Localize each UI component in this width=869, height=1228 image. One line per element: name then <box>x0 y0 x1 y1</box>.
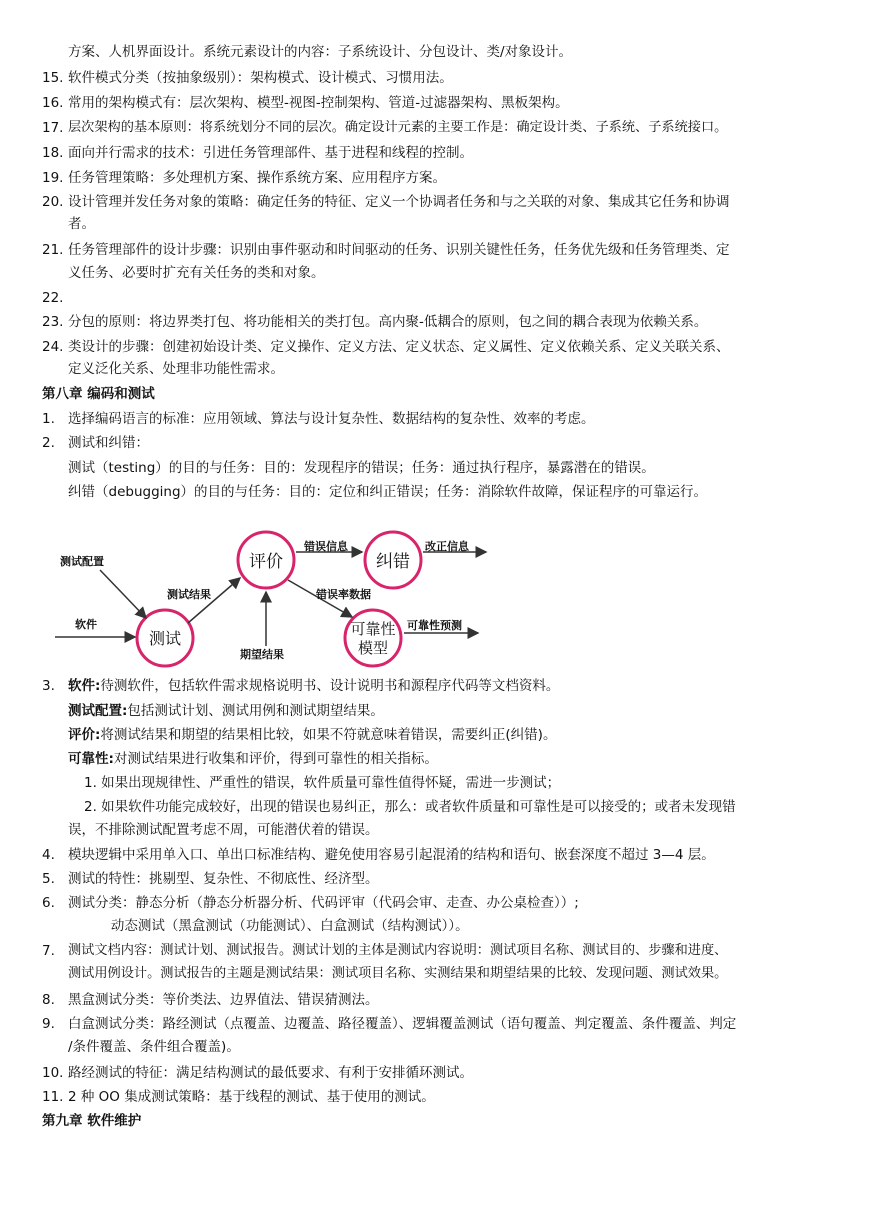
list-item-continuation: 义任务、必要时扩充有关任务的类和对象。 <box>68 265 325 281</box>
list-item-continuation: 测试用例设计。测试报告的主题是测试结果：测试项目名称、实测结果和期望结果的比较、发现问题、测试效果。 <box>68 966 728 981</box>
list-item: 软件模式分类（按抽象级别）：架构模式、设计模式、习惯用法。 <box>68 70 453 86</box>
list-item: 选择编码语言的标准：应用领域、算法与设计复杂性、数据结构的复杂性、效率的考虑。 <box>68 411 595 427</box>
list-item-number: 23. <box>42 314 64 330</box>
list-item-number: 24. <box>42 339 64 355</box>
list-item-number: 19. <box>42 170 64 186</box>
debug-node-label: 纠错 <box>376 552 410 572</box>
definition-term: 评价: <box>68 727 101 743</box>
evaluate-node-label: 评价 <box>249 552 283 572</box>
list-item-number: 7. <box>42 943 55 959</box>
list-item: 路经测试的特征：满足结构测试的最低要求、有利于安排循环测试。 <box>68 1065 473 1081</box>
chapter-heading: 第九章 软件维护 <box>42 1113 142 1129</box>
list-item: 模块逻辑中采用单入口、单出口标准结构、避免使用容易引起混淆的结构和语句、嵌套深度不超过 3—4 层。 <box>68 847 715 863</box>
arrow-test-config <box>100 570 146 618</box>
list-item: 面向并行需求的技术：引进任务管理部件、基于进程和线程的控制。 <box>68 145 473 161</box>
list-item-continuation: 者。 <box>68 216 95 232</box>
list-item-number: 8. <box>42 992 55 1008</box>
list-item: 白盒测试分类：路经测试（点覆盖、边覆盖、路径覆盖）、逻辑覆盖测试（语句覆盖、判定覆盖、条件覆盖、判定 <box>68 1016 737 1032</box>
list-item-number: 11. <box>42 1089 64 1105</box>
definition-text: 待测软件，包括软件需求规格说明书、设计说明书和源程序代码等文档资料。 <box>100 678 560 694</box>
test-flow-diagram <box>0 520 869 670</box>
list-item: 测试和纠错： <box>68 435 149 451</box>
list-item-continuation: /条件覆盖、条件组合覆盖)。 <box>68 1039 240 1055</box>
label-test-results: 测试结果 <box>167 588 211 601</box>
reliability-node <box>345 610 401 666</box>
sub-item: 1. 如果出现规律性、严重性的错误，软件质量可靠性值得怀疑，需进一步测试； <box>84 775 561 791</box>
list-item: 测试文档内容：测试计划、测试报告。测试计划的主体是测试内容说明：测试项目名称、测试目的、步骤和进度、 <box>68 943 728 958</box>
list-item-number: 3. <box>42 678 55 694</box>
label-test-config: 测试配置 <box>60 555 104 568</box>
list-item: 黑盒测试分类：等价类法、边界值法、错误猜测法。 <box>68 992 379 1008</box>
sub-item-continuation: 误，不排除测试配置考虑不周，可能潜伏着的错误。 <box>68 822 379 838</box>
reliability-node-label: 可靠性 <box>350 620 396 638</box>
list-item-continuation: 测试（testing）的目的与任务：目的：发现程序的错误；任务：通过执行程序，暴露潜在的错误。 <box>68 460 655 476</box>
label-reliability-prediction: 可靠性预测 <box>407 619 462 632</box>
label-error-info: 错误信息 <box>304 540 348 553</box>
sub-item: 2. 如果软件功能完成较好，出现的错误也易纠正，那么：或者软件质量和可靠性是可以接受的；或者未发现错 <box>84 799 736 815</box>
list-item-continuation: 定义泛化关系、处理非功能性需求。 <box>68 361 284 377</box>
list-item-number: 4. <box>42 847 55 863</box>
list-item-number: 2. <box>42 435 55 451</box>
list-item-number: 6. <box>42 895 55 911</box>
definition-term: 软件: <box>68 678 101 694</box>
list-item-number: 18. <box>42 145 64 161</box>
definition-row <box>68 725 556 745</box>
list-item: 常用的架构模式有：层次架构、模型-视图-控制架构、管道-过滤器架构、黑板架构。 <box>68 95 569 111</box>
list-item: 测试的特性：挑剔型、复杂性、不彻底性、经济型。 <box>68 871 379 887</box>
list-item: 类设计的步骤：创建初始设计类、定义操作、定义方法、定义状态、定义属性、定义依赖关系、定义关联关系、 <box>68 339 730 355</box>
list-item-number: 10. <box>42 1065 64 1081</box>
definition-text: 对测试结果进行收集和评价，得到可靠性的相关指标。 <box>113 751 438 767</box>
list-item-continuation: 动态测试（黑盒测试（功能测试）、白盒测试（结构测试））。 <box>68 918 469 934</box>
label-error-rate: 错误率数据 <box>316 588 371 601</box>
list-item-number: 16. <box>42 95 64 111</box>
reliability-node-label: 模型 <box>357 639 389 657</box>
list-item: 任务管理策略：多处理机方案、操作系统方案、应用程序方案。 <box>68 170 446 186</box>
list-item: 设计管理并发任务对象的策略：确定任务的特征、定义一个协调者任务和与之关联的对象、集成其它任务和协调 <box>68 194 730 210</box>
list-item-number: 15. <box>42 70 64 86</box>
label-software: 软件 <box>75 618 97 631</box>
definition-text: 将测试结果和期望的结果相比较，如果不符就意味着错误，需要纠正(纠错)。 <box>100 727 557 743</box>
list-item: 分包的原则：将边界类打包、将功能相关的类打包。高内聚-低耦合的原则，包之间的耦合表现为依赖关系。 <box>68 314 708 330</box>
list-item: 层次架构的基本原则：将系统划分不同的层次。确定设计元素的主要工作是：确定设计类、子系统、子系统接口。 <box>68 120 728 135</box>
definition-row <box>68 701 384 721</box>
list-item-continuation: 纠错（debugging）的目的与任务：目的：定位和纠正错误；任务：消除软件故障，保证程序的可靠运行。 <box>68 484 708 500</box>
definition-row <box>68 749 438 769</box>
list-item-number: 17. <box>42 120 64 136</box>
list-item-number: 22. <box>42 290 64 306</box>
definition-term: 可靠性: <box>68 751 114 767</box>
list-item: 任务管理部件的设计步骤：识别由事件驱动和时间驱动的任务、识别关键性任务，任务优先级和任务管理类、定 <box>68 242 730 258</box>
definition-term: 测试配置: <box>68 703 128 719</box>
list-item-number: 21. <box>42 242 64 258</box>
list-item-number: 9. <box>42 1016 55 1032</box>
definition-row <box>68 676 559 696</box>
label-expected-results: 期望结果 <box>240 648 284 661</box>
list-item: 测试分类：静态分析（静态分析器分析、代码评审（代码会审、走查、办公桌检查））; <box>68 895 579 911</box>
list-item-number: 1. <box>42 411 55 427</box>
list-item: 2 种 OO 集成测试策略：基于线程的测试、基于使用的测试。 <box>68 1089 435 1105</box>
list-item-continuation: 方案、人机界面设计。系统元素设计的内容：子系统设计、分包设计、类/对象设计。 <box>68 44 573 60</box>
label-fix-info: 改正信息 <box>425 540 469 553</box>
list-item-number: 20. <box>42 194 64 210</box>
chapter-heading: 第八章 编码和测试 <box>42 386 155 402</box>
test-node-label: 测试 <box>148 629 182 648</box>
list-item-number: 5. <box>42 871 55 887</box>
definition-text: 包括测试计划、测试用例和测试期望结果。 <box>127 703 384 719</box>
